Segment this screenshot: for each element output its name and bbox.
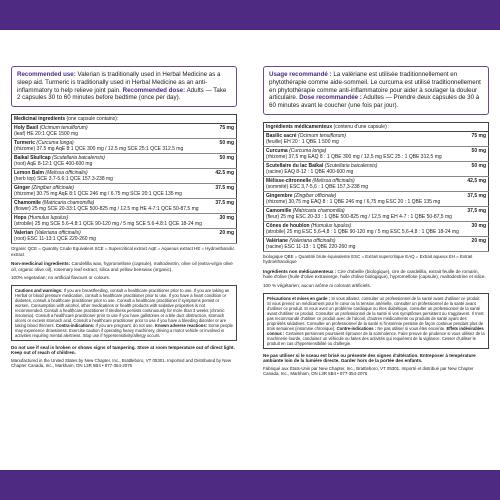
table-header <box>12 115 237 124</box>
ingredient-amount: 50 mg <box>463 161 489 176</box>
english-panel <box>5 30 243 470</box>
ingredient-row <box>12 169 237 184</box>
ingredient-amount: 75 mg <box>463 131 489 146</box>
ingredient-latin: (Ocimum tenuiflorum) <box>39 125 88 132</box>
ingredient-detail: (rhizome) 37.5 mg AqE 8:1 QCE 300 mg / 12.5 mg SCE 25:1 QCE 312.5 mg <box>14 146 184 153</box>
cautions-label: Précautions et mises en garde : <box>267 295 331 301</box>
ingredient-name: Chamomile <box>14 200 41 207</box>
table-header <box>264 122 489 131</box>
contra-text: Ne pas utiliser si vous êtes enceinte. <box>377 325 446 331</box>
ingredient-row <box>264 236 489 251</box>
ingredient-row <box>12 214 237 229</box>
reactions-label: Effets indésirables connus : <box>267 325 484 336</box>
non-medicinal-text: Cire d'abeille (biologique), cire de candelilla, extrait feuille de romarin, huile d'olive (huile d'olive extravierge, huile d'olive biologique), hypromellose (capsule), maltodextrine et silice. <box>263 268 486 280</box>
ingredient-description <box>12 169 211 184</box>
ingredient-name: Valerian <box>14 230 34 237</box>
table-header-row <box>264 122 489 131</box>
ingredient-row <box>264 161 489 176</box>
table-header-title: Ingrédients médicamenteux <box>266 123 333 130</box>
ingredient-detail: (racine) ESC 11-13 : 1 QBE 220-260 mg <box>266 243 356 250</box>
ingredient-row <box>12 154 237 169</box>
ingredient-latin: (Zingiber officinale) <box>293 192 337 199</box>
ingredient-row <box>12 199 237 214</box>
cautions-label: Cautions and warnings: <box>15 287 63 293</box>
cautions-box <box>11 285 237 341</box>
ingredient-amount: 75 mg <box>211 124 237 139</box>
ingredient-row <box>264 191 489 206</box>
non-medicinal-text: Candelilla wax, hypromellose (capsule), maltodextrin, olive oil (extra-virgin olive oil, organic olive oil), rosemary leaf extract, silica and yellow beeswax (organic). <box>11 261 233 272</box>
non-medicinal-label: Ingrédients non médicamenteux : <box>263 268 337 274</box>
ingredient-amount: 42,5 mg <box>463 176 489 191</box>
ingredient-detail: (rhizome) 30.75 mg AqE 8:1 QCE 246 mg / 6.75 mg SCE 20:1 QCE 135 mg <box>14 191 182 198</box>
ingredient-description <box>264 176 463 191</box>
ingredient-row <box>264 146 489 161</box>
recommended-use-box <box>11 66 237 107</box>
ingredient-name: Mélisse-citronnelle <box>266 177 312 184</box>
ingredient-amount: 37.5 mg <box>211 199 237 214</box>
recommended-use-text: Valerian is traditionally used in Herbal Medicine as a sleep aid. Turmeric is traditionally used in Herbal Medicine as an anti-inflammatory to help relieve joint pain. <box>17 71 221 94</box>
table-header-sub: (one capsule contains): <box>66 116 119 123</box>
ingredient-latin: (Humulus lupulus) <box>27 215 69 222</box>
ingredient-name: Basilic sacré <box>266 132 297 139</box>
ingredient-name: Holy Basil <box>14 125 39 132</box>
vegetarian-note: 100% vegetarian; no artificial flavours or colours. <box>11 275 111 281</box>
top-purple-band <box>0 0 500 30</box>
ingredient-amount: 37,5 mg <box>463 206 489 221</box>
abbreviation-legend: Organic QCE = Quantity Crude Equivalent SCE = Supercritical extract AqE = Aqueous extract HE = Hydroethanolic extract <box>11 246 235 257</box>
ingredient-description <box>264 221 463 236</box>
cautions-text: Si vous allaitez, consulter un professionnel de la santé avant d'utiliser ce produit. Si vous prenez un médicament pour le cœur ou la tension artérielle, consulter un professionnel de la santé avant d'utiliser ce produit. Si vous avez un problème cardiaque ou êtes diabétique, consulter un professionnel de la santé avant d'utiliser ce produit. Consulter un professionnel de la santé si vos symptômes persistent ou s'aggravent. Il n'est pas recommandé d'utiliser ce produit avec de l'alcool, d'autres médicaments ou produits de santé ayant des propriétés sédatives. Consulter un professionnel de la santé si l'insomnie persiste de façon continue pendant plus de trois semaines (insomnie chronique). <box>267 295 484 331</box>
ingredient-description <box>12 214 211 229</box>
ingredient-amount: 30 mg <box>463 221 489 236</box>
contra-label: Contre-indications : <box>336 325 377 331</box>
ingredient-row <box>12 124 237 139</box>
contra-label: Contra-indications: <box>55 322 95 328</box>
ingredient-latin: (Scutellaria baicalensis) <box>324 162 378 169</box>
usage-text: La valériane est utilisée traditionnellement en phytothérapie comme aide-sommeil. Le curcuma est utilisé traditionnellement en phytothérapie comme anti-inflammatoire pour aider à soulager la douleur articulaire. <box>269 71 481 102</box>
ingredient-latin: (Ocimum tenuiflorum) <box>297 132 347 139</box>
non-medicinal-label: Non-medicinal ingredients: <box>11 261 71 266</box>
ingredient-latin: (Curcuma longa) <box>289 147 327 154</box>
ingredient-name: Valériane <box>266 237 288 244</box>
ingredient-latin: (Matricaria chamomilla) <box>42 200 95 207</box>
ingredient-detail: (root) ESC 11-13:1 QCE 220-260 mg <box>14 236 96 243</box>
ingredient-description <box>12 229 211 244</box>
cautions-text: If you are breastfeeding, consult a healthcare practitioner prior to use. If you are taking an Herbal or blood pressure medication, consult a healthcare practitioner prior to use. If you have a heart condition or diabetes, consult a healthcare practitioner prior to use. Consult a healthcare practitioner if symptoms persist or worsen. Consumption with alcohol, other medications or health products with sedative properties is not recommended. Consult a healthcare practitioner if tiredness persists continuously for more than 3 weeks (chronic insomnia). Consult a healthcare practitioner prior to use if you have gallstones or a bile duct obstruction, stomach ulcers or excess stomach acid. Consult a healthcare practitioner prior to use if you have a bleeding disorder or are taking blood thinners. <box>15 287 230 328</box>
ingredient-row <box>264 221 489 236</box>
usage-recommande-box <box>263 66 489 115</box>
ingredient-name: Cônes de houblon <box>266 222 310 229</box>
ingredient-amount: 37.5 mg <box>211 184 237 199</box>
reactions-label: Known adverse reactions: <box>154 322 208 328</box>
abbreviation-legend: biologique QBE = Quantité brute équivalente ESC = Extrait supercritique EAQ = Extrait aqueux EH = Extrait hydroéthanolique <box>263 253 473 265</box>
table-header-sub: (contenu d'une capsule) : <box>333 123 390 130</box>
ingredient-detail: (strobile) 25 mg ESC 5,6-4,8 : 1 QBE 90-120 mg / 5 mg ESC 5,6-4,8 : 1 QBE 18-24 mg <box>266 228 459 235</box>
recommended-dose-label: Recommended dose: <box>122 86 186 94</box>
ingredient-detail: (feuille) EH 20 : 1 QBE 1 500 mg <box>266 138 339 145</box>
dose-text: Adultes — Prendre deux capsules de 30 à 60 minutes avant le coucher (une fois par jour). <box>269 94 480 110</box>
ingredient-amount: 30 mg <box>211 214 237 229</box>
ingredient-name: Lemon Balm <box>14 170 45 177</box>
storage-warning: Do not use if seal is broken or shows signs of tampering. Store at room temperature out of direct light. Keep out of reach of children. <box>11 344 235 356</box>
ingredient-description <box>12 199 211 214</box>
reactions-text: Some people may experience drowsiness. Exercise caution if operating heavy machinery, driving a motor vehicle or involved in activities requiring mental alertness. Stop use if hypersensitivity/allergy occurs. <box>15 322 233 338</box>
ingredient-detail: (rhizome) 37,5 mg EAQ 8 : 1 QBE 300 mg / 12,5 mg ESC 25 : 1 QBE 312,5 mg <box>266 153 442 160</box>
ingredient-name: Hops <box>14 215 27 222</box>
ingredient-detail: (herb top) SCE 3.7-5.6:1 QCE 157.3-238 mg <box>14 176 113 183</box>
ingredient-name: Turmeric <box>14 140 36 147</box>
recommended-dose-text: Adults — Take 2 capsules 30 to 60 minutes before bedtime (once per day). <box>17 86 227 102</box>
ingredient-amount: 50 mg <box>211 154 237 169</box>
ingredients-medicamenteux-table <box>263 122 489 252</box>
french-panel <box>257 30 495 470</box>
ingredient-description <box>12 124 211 139</box>
ingredient-description <box>264 236 463 251</box>
ingredient-description <box>12 184 211 199</box>
ingredient-detail: (leaf) HE 20:1 QCE 1500 mg <box>14 131 78 138</box>
ingredient-amount: 20 mg <box>463 236 489 251</box>
ingredient-description <box>264 131 463 146</box>
ingredient-detail: (racine) EAQ 8-12 : 1 QBE 400-600 mg <box>266 168 354 175</box>
ingredient-detail: (sommité) ESC 3,7-5,6 : 1 QBE 157,3-238 mg <box>266 183 368 190</box>
reactions-text: Certaines personnes pourraient éprouver de la somnolence. Faire preuve de prudence si vous utilisez de la machinerie lourde, conduisez un véhicule ou faites des activités qui requièrent de la vigilance. Cesser d'utiliser le produit en cas d'hypersensibilité ou d'allergie. <box>267 330 485 346</box>
ingredient-description <box>12 139 211 154</box>
ingredient-row <box>264 131 489 146</box>
ingredient-name: Gingembre <box>266 192 293 199</box>
ingredient-detail: (fleur) 25 mg ESC 20-33 : 1 QBE 500-825 mg / 12,5 mg EH 4-7 : 1 QBE 50-87,5 mg <box>266 213 452 220</box>
ingredient-description <box>264 161 463 176</box>
ingredient-row <box>12 139 237 154</box>
ingredients-body <box>264 131 489 251</box>
ingredient-detail: (flower) 25 mg SCE 20-33:1 QCE 500-825 mg / 12.5 mg HE 4-7:1 QCE 50-87.5 mg <box>14 206 199 213</box>
non-medicinal-ingredients <box>263 269 489 280</box>
ingredients-body <box>12 124 237 244</box>
ingredient-row <box>12 184 237 199</box>
ingredient-amount: 42.5 mg <box>211 169 237 184</box>
ingredient-description <box>264 206 463 221</box>
ingredient-row <box>12 229 237 244</box>
cautions-box <box>263 293 489 349</box>
panel-gutter <box>245 30 255 470</box>
manufacturer-info: Manufactured in the United States by New Chapter, Inc., Brattleboro, VT 05301. Imported and Distributed by New Chapter Canada, Inc., Markham, ON L3R 5B4 • 877-354-2076 <box>11 357 232 369</box>
contra-text: If you are pregnant, do not use. <box>95 322 154 328</box>
ingredient-amount: 20 mg <box>211 229 237 244</box>
ingredient-row <box>264 206 489 221</box>
manufacturer-info: Fabriqué aux États-Unis par New Chapter, Inc., Brattleboro, VT 05301. Importé et distribué par New Chapter Canada, Inc., Markham, ON L3R 5B4 • 877-354-2076 <box>263 365 474 377</box>
ingredient-latin: (Melissa officinalis) <box>45 170 88 177</box>
recommended-use-label: Recommended use: <box>17 71 76 78</box>
ingredient-latin: (Humulus lupulus) <box>311 222 352 229</box>
ingredient-amount: 50 mg <box>211 139 237 154</box>
ingredient-description <box>264 191 463 206</box>
ingredient-name: Camomille <box>266 207 292 214</box>
ingredient-latin: (Curcuma longa) <box>36 140 74 147</box>
ingredient-detail: (rhizome) 30,75 mg EAQ 8 : 1 QBE 246 mg / 6,75 mg ESC 20 : 1 QBE 135 mg <box>266 198 441 205</box>
ingredient-latin: (Scutellaria baicalensis) <box>52 155 105 162</box>
ingredient-name: Scutellaire du lac Baïkal <box>266 162 324 169</box>
table-header-row <box>12 115 237 124</box>
ingredient-amount: 50 mg <box>463 146 489 161</box>
ingredient-detail: (strobile) 25 mg SCE 5.6-4.8:1 QCE 90-120 mg / 5 mg SCE 5.6-4.8:1 QCE 18-24 mg <box>14 221 202 228</box>
ingredient-description <box>264 146 463 161</box>
ingredient-latin: (Melissa officinalis) <box>312 177 355 184</box>
ingredient-amount: 37,5 mg <box>463 191 489 206</box>
ingredient-latin: (Valeriana officinalis) <box>34 230 81 237</box>
ingredient-description <box>12 154 211 169</box>
ingredient-name: Baikal Skullcap <box>14 155 51 162</box>
table-header-title: Medicinal ingredients <box>14 116 66 123</box>
storage-warning: Ne pas utiliser si le sceau est brisé ou présente des signes d'altération. Entreposer à température ambiante loin de la lumière directe. Garder hors de la portée des enfants. <box>263 352 476 364</box>
usage-label: Usage recommandé : <box>269 71 332 78</box>
ingredient-latin: (Valeriana officinalis) <box>289 237 336 244</box>
vegetarian-note: 100 % végétarien; aucun arôme ni colorant artificiels. <box>263 282 372 288</box>
medicinal-ingredients-table <box>11 114 237 244</box>
ingredient-row <box>264 176 489 191</box>
ingredient-latin: (Matricaria chamomilla) <box>292 207 345 214</box>
ingredient-detail: (root) AqE 8-12:1 QCE 400-600 mg <box>14 161 93 168</box>
dose-label: Dose recommandée : <box>299 94 362 102</box>
non-medicinal-ingredients <box>11 261 237 272</box>
ingredient-name: Ginger <box>14 185 31 192</box>
bottom-purple-band <box>0 470 500 500</box>
ingredient-latin: (Zingiber officinale) <box>31 185 75 192</box>
ingredient-name: Curcuma <box>266 147 288 154</box>
